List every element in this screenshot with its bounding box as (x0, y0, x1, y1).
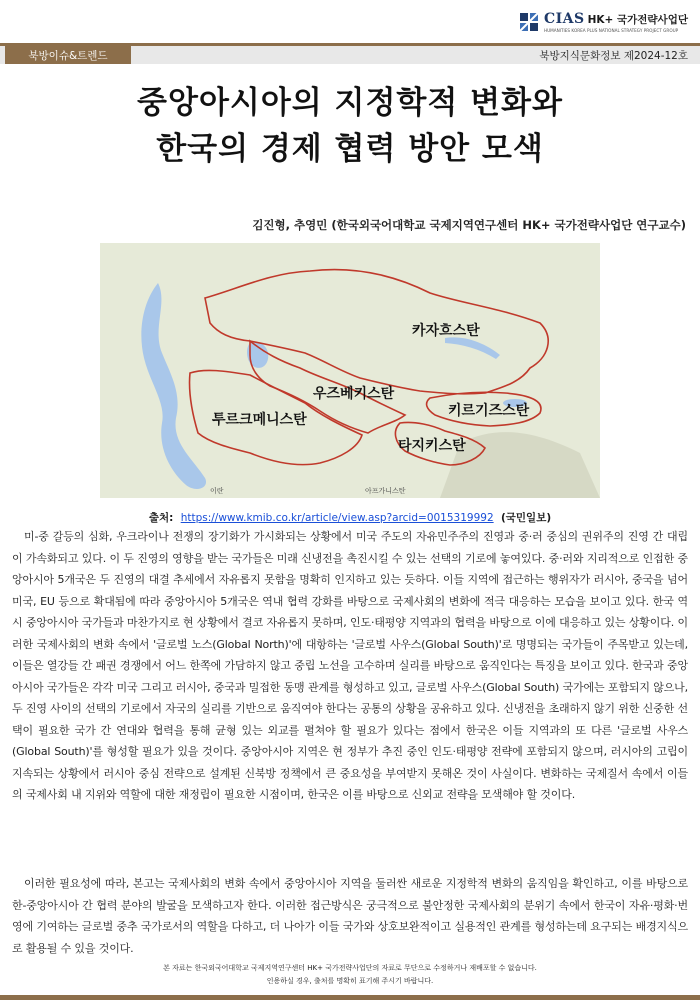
logo-brand: CIAS (543, 11, 585, 27)
label-kazakhstan: 카자흐스탄 (412, 323, 480, 339)
footer-rule (0, 995, 700, 1000)
category-tag: 북방이슈&트렌드 (5, 46, 131, 64)
footer-line-1: 본 자료는 한국외국어대학교 국제지역연구센터 HK+ 국가전략사업단의 자료로 무단으로 수정하거나 재배포할 수 없습니다. (163, 964, 537, 972)
logo-subtitle: HUMANITIES KOREA PLUS NATIONAL STRATEGY PROJECT GROUP (543, 28, 679, 33)
body-paragraph-1: 미-중 갈등의 심화, 우크라이나 전쟁의 장기화가 가시화되는 상황에서 미국 주도의 자유민주주의 진영과 중·러 중심의 권위주의 진영 간 대립이 가속화되고 있다. 이 두 진영의 영향을 받는 국가들은 미래 신냉전을 촉진시킬 수 있는 선택의 기로에 놓여있다. 중·러와 지리적으로 인접한 중앙아시아 5개국은 두 진영의 대결 추세에서 자유롭지 못함을 명확히 인지하고 있는 듯하다. 이들 지역에 접근하는 행위자가 러시아, 중국을 넘어 미국, EU 등으로 확대됨에 따라 중앙아시아 5개국은 역내 협력 강화를 바탕으로 국제사회의 변화에 적극 대응하는 모습을 보이고 있다. 한국 역시 중앙아시아 국가들과 마찬가지로 현 상황에서 결코 자유롭지 못하며, 인도·태평양 지역과의 협력을 바탕으로 이에 대응하고 있는 상황이다. 이러한 국제사회의 변화 속에서 '글로벌 노스(Global North)'에 대항하는 '글로벌 사우스(Global South)'로 명명되는 국가들이 주목받고 있는데, 이들은 열강들 간 패권 경쟁에서 어느 한쪽에 가담하지 않고 중립 노선을 고수하며 실리를 바탕으로 움직인다는 특징을 보이고 있다. 한국과 중앙아시아 국가들은 각각 미국 그리고 러시아, 중국과 밀접한 동맹 관계를 형성하고 있고, 글로벌 사우스(Global South) 국가에는 포함되지 않으나, 두 진영 사이의 선택의 기로에서 자국의 실리를 기반으로 움직여야 한다는 공통의 상황을 공유하고 있다. 신냉전을 초래하지 않기 위한 신중한 선택이 필요한 국가 간 연대와 협력을 통해 균형 있는 외교를 펼쳐야 할 필요가 있다는 점에서 한국은 이들 지역과의 또 다른 '글로벌 사우스(Global South)'를 형성할 필요가 있을 것이다. 중앙아시아 지역은 현 정부가 추진 중인 인도·태평양 전략에 포함되지 않으며, 러시아의 고립이 지속되는 상황에서 러시아 중심 전략으로 설계된 신북방 정책에서 큰 중요성을 부여받지 못해온 것이 사실이다. 변화하는 국제질서 속에서 이들의 국제사회 내 지위와 역할에 대한 재정립이 필요한 시점이며, 한국은 이를 바탕으로 신외교 전략을 모색해야 할 것이다. (12, 530, 688, 801)
label-iran: 이란 (210, 487, 224, 495)
central-asia-map (100, 243, 600, 498)
body-paragraph-2: 이러한 필요성에 따라, 본고는 국제사회의 변화 속에서 중앙아시아 지역을 둘러싼 새로운 지정학적 변화의 움직임을 확인하고, 이를 바탕으로 한-중앙아시아 간 협력 분야의 발굴을 모색하고자 한다. 이러한 접근방식은 궁극적으로 불안정한 국제사회의 분위기 속에서 한국이 자유·평화·번영에 기여하는 글로벌 중추 국가로서의 역할을 다하고, 더 나아가 이들 국가와 상호보완적이고 실용적인 관계를 형성하는데 요구되는 배경지식으로 활용될 수 있을 것이다. (12, 877, 688, 955)
logo-name: HK+ 국가전략사업단 (587, 14, 688, 26)
cias-emblem-icon (518, 11, 540, 33)
label-kyrgyzstan: 키르기즈스탄 (448, 403, 530, 419)
label-turkmenistan: 투르크메니스탄 (212, 412, 307, 428)
source-label: 출처: (148, 512, 174, 524)
issue-info: 북방지식문화정보 제2024-12호 (539, 50, 688, 62)
label-uzbekistan: 우즈베키스탄 (313, 386, 395, 402)
authors: 김진형, 추영민 (한국외국어대학교 국제지역연구센터 HK+ 국가전략사업단 연구교수) (252, 218, 686, 232)
cias-logo (518, 11, 688, 33)
label-afghanistan: 아프가니스탄 (365, 487, 406, 495)
label-tajikistan: 타지키스탄 (398, 438, 466, 454)
footer-line-2: 인용하실 경우, 출처를 명확히 표기해 주시기 바랍니다. (266, 977, 434, 985)
article-title (0, 80, 700, 172)
source-link[interactable]: https://www.kmib.co.kr/article/view.asp?arcid=0015319992 (180, 512, 494, 524)
title-line-1: 중앙아시아의 지정학적 변화와 (137, 85, 563, 121)
footer-notice (0, 962, 700, 988)
map-source (0, 510, 700, 525)
title-line-2: 한국의 경제 협력 방안 모색 (156, 131, 544, 167)
source-publisher: (국민일보) (500, 512, 552, 524)
category-bar (0, 43, 700, 65)
map-svg (100, 243, 600, 498)
